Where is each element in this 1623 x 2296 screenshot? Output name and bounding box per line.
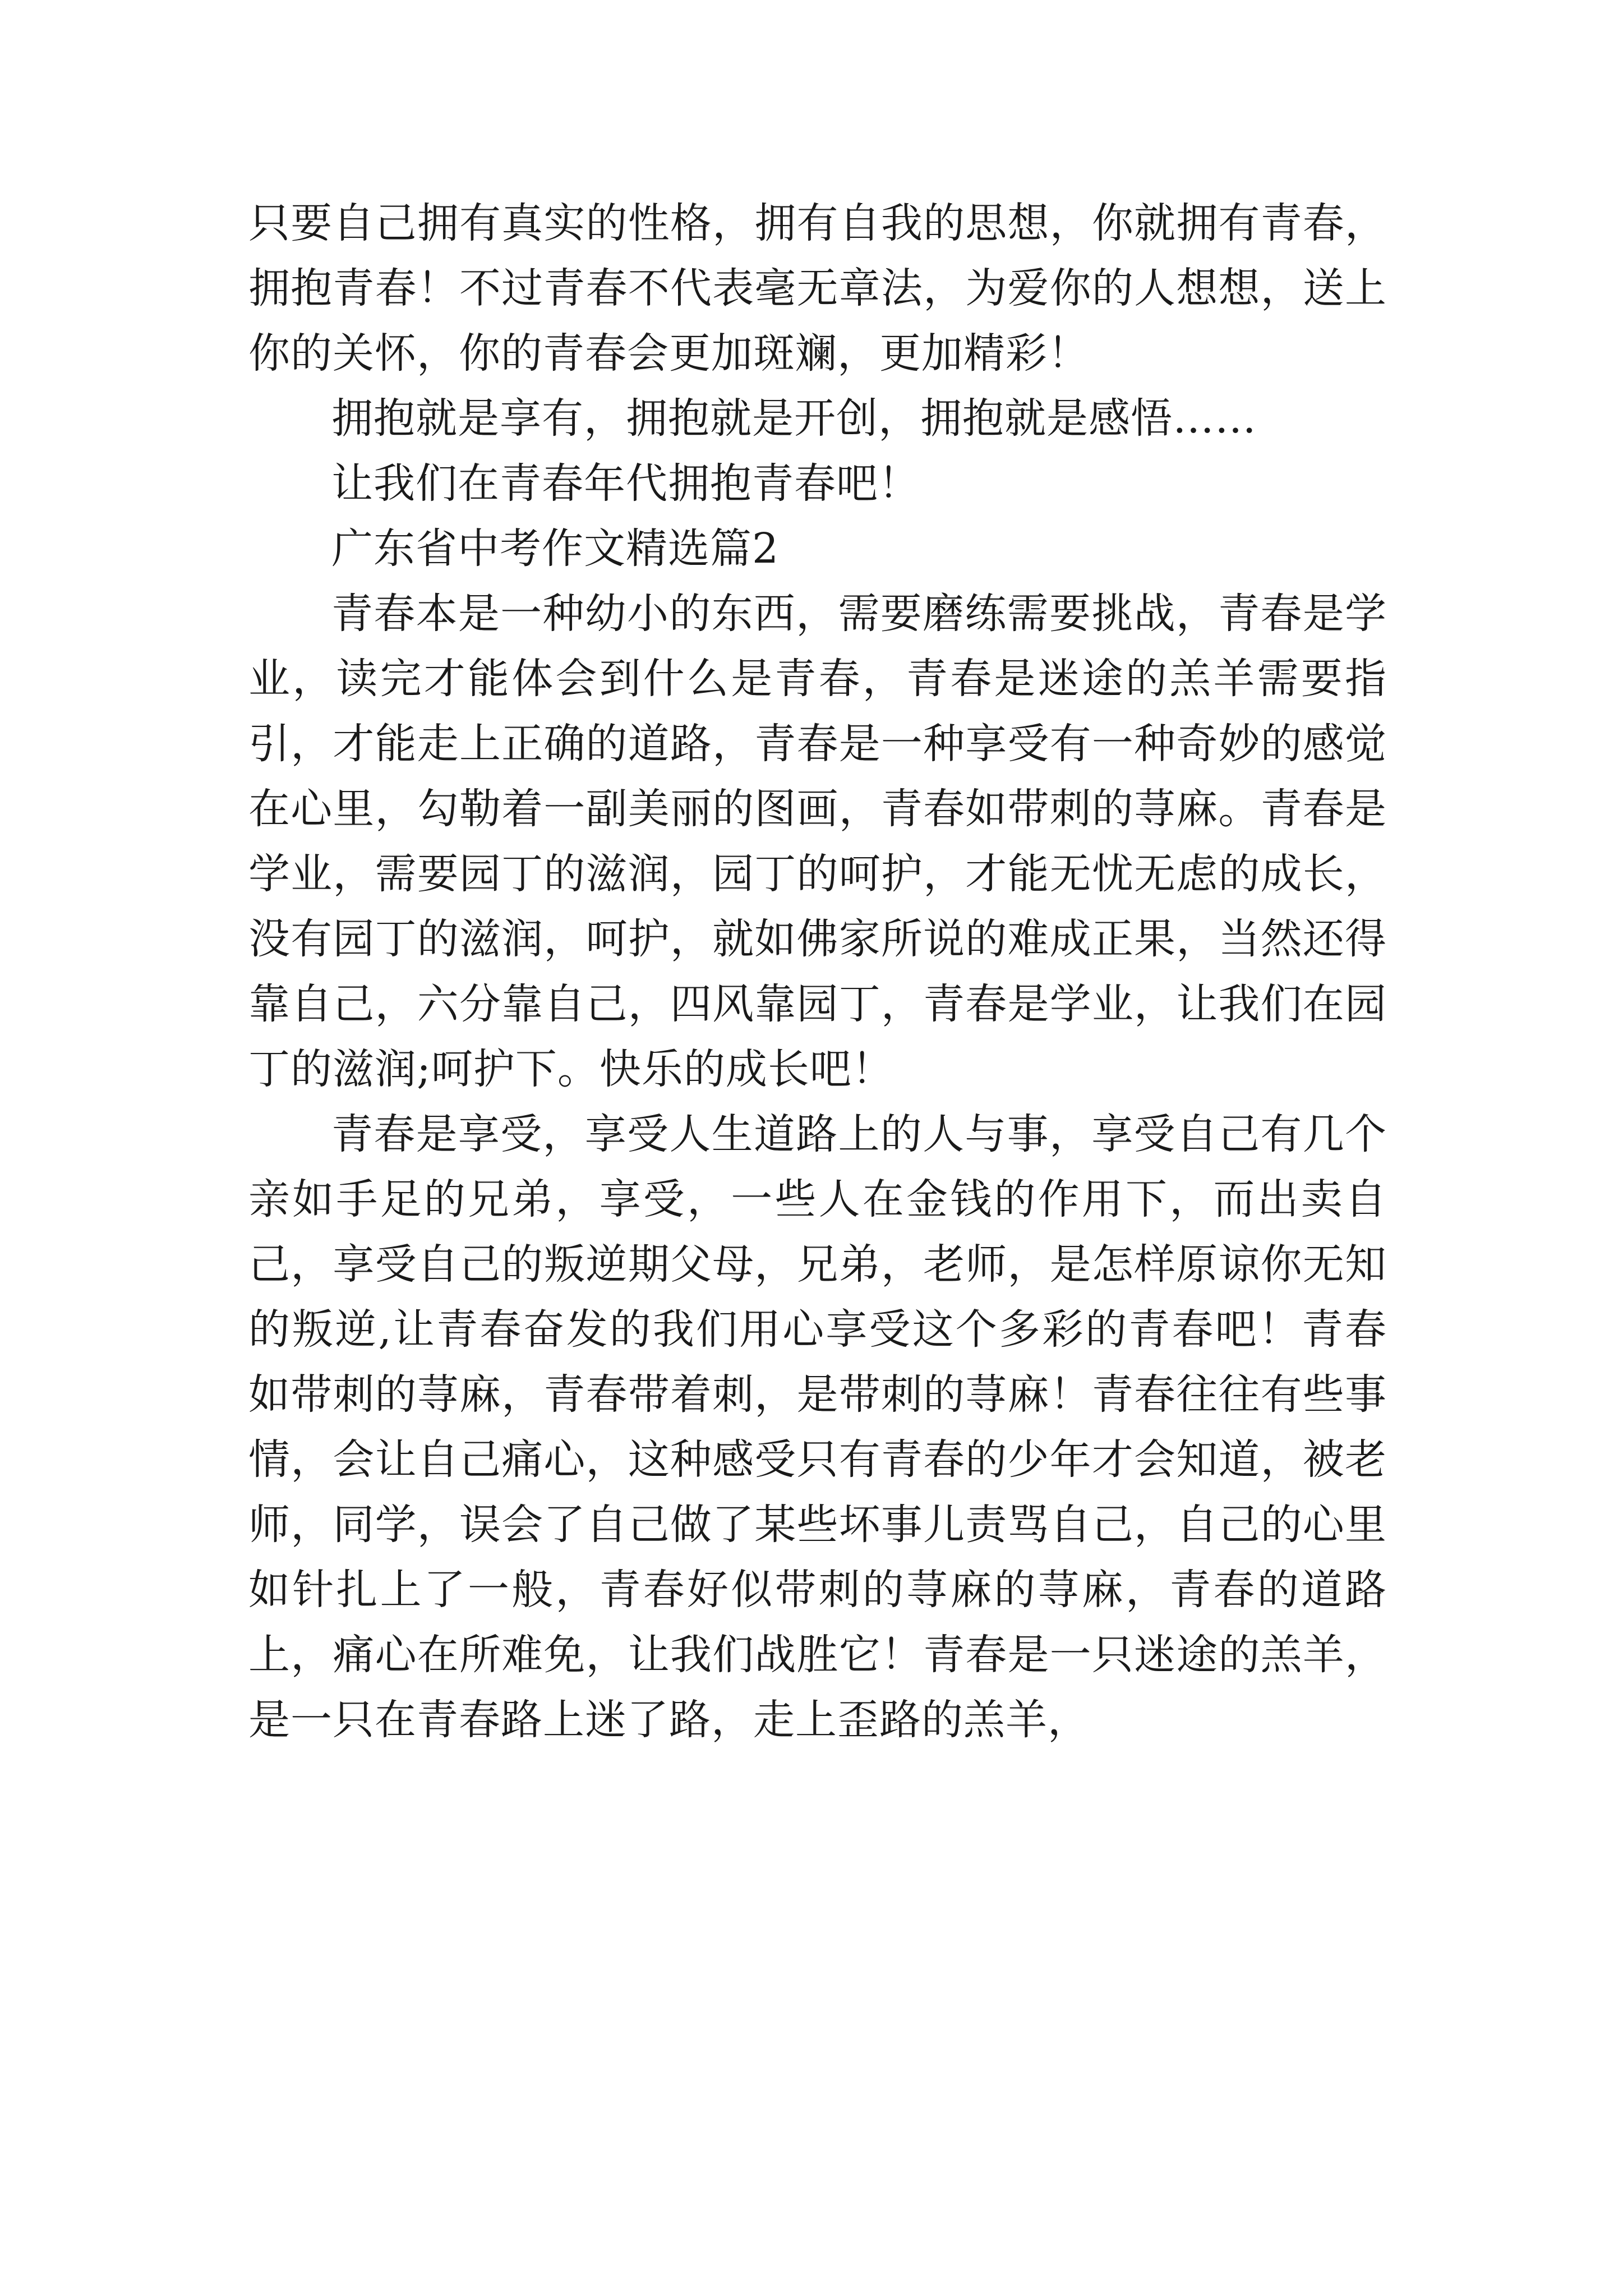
paragraph-3: 让我们在青春年代拥抱青春吧！ [331, 459, 920, 508]
paragraph-1: 只要自己拥有真实的性格，拥有自我的思想，你就拥有青春，拥抱青春！不过青春不代表毫无章法，为爱你的人想想，送上你的关怀，你的青春会更加斑斓，更加精彩！ [248, 199, 1387, 378]
paragraph-5: 青春是享受，享受人生道路上的人与事，享受自己有几个亲如手足的兄弟，享受，一些人在金钱的作用下，而出卖自己，享受自己的叛逆期父母，兄弟，老师，是怎样原谅你无知的叛逆,让青春奋发的我们用心享受这个多彩的青春吧！青春如带刺的荨麻，青春带着刺，是带刺的荨麻！青春往往有些事情，会让自己痛心，这种感受只有青春的少年才会知道，被老师，同学，误会了自己做了某些坏事儿责骂自己，自己的心里如针扎上了一般，青春好似带刺的荨麻的荨麻，青春的道路上，痛心在所难免，让我们战胜它！青春是一只迷途的羔羊，是一只在青春路上迷了路，走上歪路的羔羊， [248, 1110, 1387, 1744]
section-heading: 广东省中考作文精选篇2 [331, 524, 780, 573]
paragraph-4: 青春本是一种幼小的东西，需要磨练需要挑战，青春是学业，读完才能体会到什么是青春，青春是迷途的羔羊需要指引，才能走上正确的道路，青春是一种享受有一种奇妙的感觉在心里，勾勒着一副美丽的图画，青春如带刺的荨麻。青春是学业，需要园丁的滋润，园丁的呵护，才能无忧无虑的成长，没有园丁的滋润，呵护，就如佛家所说的难成正果，当然还得靠自己，六分靠自己，四风靠园丁，青春是学业，让我们在园丁的滋润;呵护下。快乐的成长吧！ [248, 590, 1387, 1093]
paragraph-2: 拥抱就是享有，拥抱就是开创，拥抱就是感悟…… [331, 394, 1257, 443]
document-body [248, 191, 1387, 1752]
